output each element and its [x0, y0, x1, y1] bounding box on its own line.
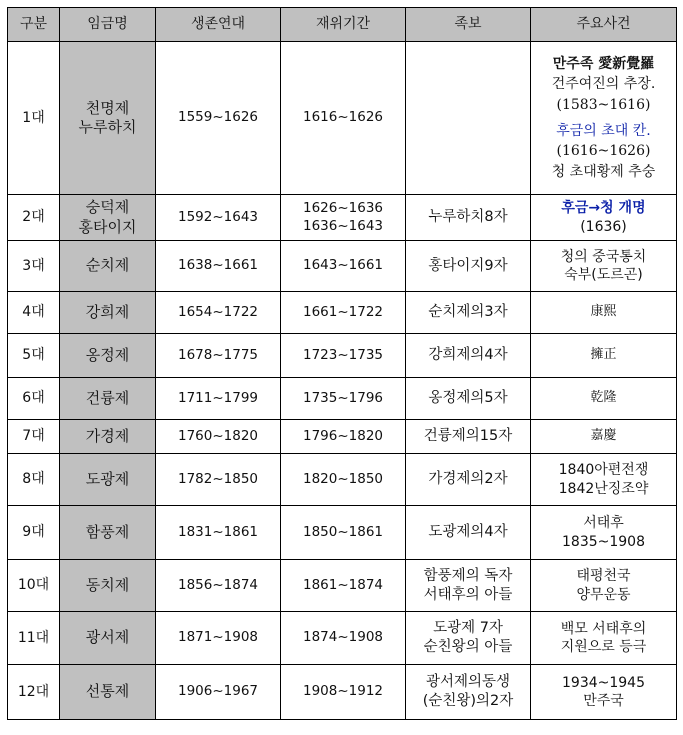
- lineage-cell: 홍타이지9자: [406, 241, 531, 292]
- reign-cell: 1626~1636 1636~1643: [281, 195, 406, 241]
- table-row: [8, 506, 677, 560]
- emperor-name-cell: 가경제: [60, 420, 156, 454]
- events-cell: 康熙: [531, 292, 677, 334]
- reign-cell: 1908~1912: [281, 665, 406, 720]
- event-line: 1840아편전쟁: [558, 462, 649, 479]
- emperor-name-cell: 동치제: [60, 560, 156, 612]
- lineage-cell: [406, 42, 531, 195]
- table-row: [8, 665, 677, 720]
- emperor-name-cell: 천명제 누루하치: [60, 42, 156, 195]
- event-line: (1583~1616): [556, 96, 651, 113]
- generation-cell: 5대: [8, 334, 60, 378]
- events-cell: [531, 42, 677, 195]
- lifespan-cell: 1782~1850: [156, 454, 281, 506]
- emperor-table-container: [7, 7, 677, 720]
- generation-cell: 3대: [8, 241, 60, 292]
- events-cell: [531, 665, 677, 720]
- lineage-cell: 광서제의동생 (순친왕)의2자: [406, 665, 531, 720]
- table-row: [8, 612, 677, 665]
- generation-cell: 2대: [8, 195, 60, 241]
- events-cell: 擁正: [531, 334, 677, 378]
- table-row: [8, 195, 677, 241]
- emperor-name-cell: 도광제: [60, 454, 156, 506]
- generation-cell: 8대: [8, 454, 60, 506]
- events-cell: [531, 195, 677, 241]
- event-line: 서태후: [583, 515, 624, 532]
- header-reign: 재위기간: [281, 8, 406, 42]
- header-name: 임금명: [60, 8, 156, 42]
- reign-cell: 1616~1626: [281, 42, 406, 195]
- event-line: 건주여진의 추장.: [551, 76, 656, 93]
- lifespan-cell: 1654~1722: [156, 292, 281, 334]
- event-line: 만주국: [583, 693, 624, 709]
- table-row: [8, 241, 677, 292]
- event-line: (1636): [580, 218, 627, 235]
- lineage-cell: 누루하치8자: [406, 195, 531, 241]
- event-line: 1842난징조약: [558, 480, 649, 497]
- lineage-cell: 도광제 7자 순친왕의 아들: [406, 612, 531, 665]
- generation-cell: 7대: [8, 420, 60, 454]
- event-line: 백모 서태후의: [560, 620, 647, 637]
- emperor-name-cell: 강희제: [60, 292, 156, 334]
- emperor-name-cell: 순치제: [60, 241, 156, 292]
- event-line: 숙부(도르곤): [564, 267, 643, 283]
- events-cell: [531, 560, 677, 612]
- events-cell: [531, 454, 677, 506]
- reign-cell: 1850~1861: [281, 506, 406, 560]
- lifespan-cell: 1592~1643: [156, 195, 281, 241]
- header-lifespan: 생존연대: [156, 8, 281, 42]
- events-cell: 乾隆: [531, 378, 677, 420]
- event-line: 양무운동: [576, 586, 631, 603]
- lifespan-cell: 1711~1799: [156, 378, 281, 420]
- event-line: 청의 중국통치: [560, 248, 647, 265]
- lineage-cell: 순치제의3자: [406, 292, 531, 334]
- event-line: 후금의 초대 칸.: [556, 123, 651, 139]
- lifespan-cell: 1906~1967: [156, 665, 281, 720]
- emperor-name-cell: 옹정제: [60, 334, 156, 378]
- header-row: [8, 8, 677, 42]
- table-row: [8, 378, 677, 420]
- lineage-cell: 함풍제의 독자 서태후의 아들: [406, 560, 531, 612]
- table-row: [8, 292, 677, 334]
- table-row: [8, 454, 677, 506]
- lifespan-cell: 1559~1626: [156, 42, 281, 195]
- emperor-name-cell: 건륭제: [60, 378, 156, 420]
- table-row: [8, 334, 677, 378]
- lineage-cell: 도광제의4자: [406, 506, 531, 560]
- lifespan-cell: 1871~1908: [156, 612, 281, 665]
- event-line: 지원으로 등극: [560, 639, 647, 655]
- event-line: (1616~1626): [556, 143, 651, 160]
- generation-cell: 10대: [8, 560, 60, 612]
- lifespan-cell: 1678~1775: [156, 334, 281, 378]
- reign-cell: 1874~1908: [281, 612, 406, 665]
- event-line: 1934~1945: [562, 674, 645, 691]
- table-row: [8, 420, 677, 454]
- lifespan-cell: 1638~1661: [156, 241, 281, 292]
- lifespan-cell: 1831~1861: [156, 506, 281, 560]
- generation-cell: 4대: [8, 292, 60, 334]
- reign-cell: 1723~1735: [281, 334, 406, 378]
- reign-cell: 1796~1820: [281, 420, 406, 454]
- generation-cell: 12대: [8, 665, 60, 720]
- emperor-name-cell: 숭덕제 홍타이지: [60, 195, 156, 241]
- reign-cell: 1661~1722: [281, 292, 406, 334]
- event-line: 청 초대황제 추숭: [551, 163, 656, 180]
- event-line: 태평천국: [576, 568, 631, 585]
- events-cell: [531, 612, 677, 665]
- lifespan-cell: 1856~1874: [156, 560, 281, 612]
- events-cell: [531, 506, 677, 560]
- emperor-name-cell: 함풍제: [60, 506, 156, 560]
- table-row: [8, 42, 677, 195]
- header-lineage: 족보: [406, 8, 531, 42]
- emperor-name-cell: 광서제: [60, 612, 156, 665]
- reign-cell: 1861~1874: [281, 560, 406, 612]
- generation-cell: 11대: [8, 612, 60, 665]
- events-cell: [531, 241, 677, 292]
- reign-cell: 1820~1850: [281, 454, 406, 506]
- generation-cell: 6대: [8, 378, 60, 420]
- reign-cell: 1735~1796: [281, 378, 406, 420]
- event-line: 후금→청 개명: [561, 200, 646, 217]
- emperor-name-cell: 선통제: [60, 665, 156, 720]
- generation-cell: 9대: [8, 506, 60, 560]
- lineage-cell: 강희제의4자: [406, 334, 531, 378]
- reign-cell: 1643~1661: [281, 241, 406, 292]
- table-row: [8, 560, 677, 612]
- header-events: 주요사건: [531, 8, 677, 42]
- lineage-cell: 옹정제의5자: [406, 378, 531, 420]
- events-cell: 嘉慶: [531, 420, 677, 454]
- header-generation: 구분: [8, 8, 60, 42]
- lineage-cell: 가경제의2자: [406, 454, 531, 506]
- qing-emperors-table: [7, 7, 677, 720]
- generation-cell: 1대: [8, 42, 60, 195]
- lifespan-cell: 1760~1820: [156, 420, 281, 454]
- event-line: 만주족 愛新覺羅: [552, 56, 655, 73]
- event-line: 1835~1908: [562, 533, 645, 550]
- lineage-cell: 건륭제의15자: [406, 420, 531, 454]
